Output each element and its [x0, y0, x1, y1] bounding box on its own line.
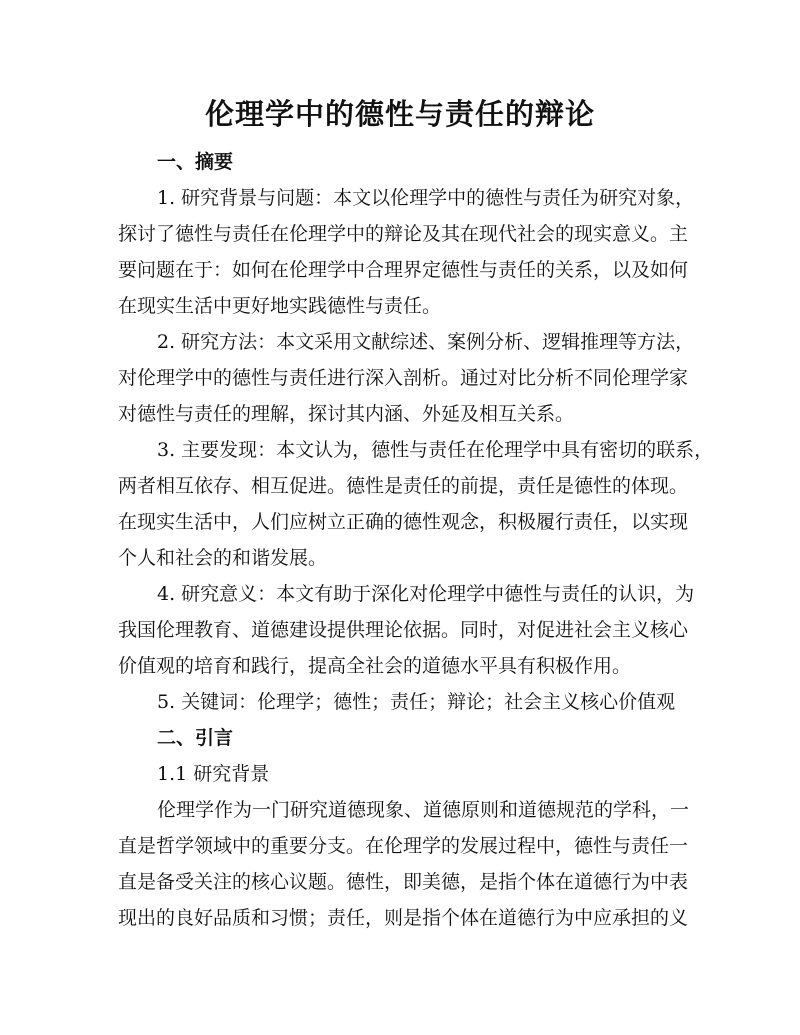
paragraph-line: 直是哲学领域中的重要分支。在伦理学的发展过程中，德性与责任一 [118, 835, 689, 857]
paragraph-line: 探讨了德性与责任在伦理学中的辩论及其在现代社会的现实意义。主 [118, 223, 689, 245]
paragraph-line: 对伦理学中的德性与责任进行深入剖析。通过对比分析不同伦理学家 [118, 367, 689, 389]
paragraph-line: 对德性与责任的理解，探讨其内涵、外延及相互关系。 [118, 403, 575, 425]
paragraph-line: 4. 研究意义：本文有助于深化对伦理学中德性与责任的认识，为 [157, 583, 695, 605]
intro-heading: 二、引言 [157, 727, 234, 749]
paragraph-line: 要问题在于：如何在伦理学中合理界定德性与责任的关系，以及如何 [118, 259, 689, 281]
paragraph-line: 1. 研究背景与问题：本文以伦理学中的德性与责任为研究对象， [157, 187, 695, 209]
paragraph-line: 在现实生活中，人们应树立正确的德性观念，积极履行责任，以实现 [118, 511, 689, 533]
paragraph-line: 我国伦理教育、道德建设提供理论依据。同时，对促进社会主义核心 [118, 619, 689, 641]
document-title: 伦理学中的德性与责任的辩论 [204, 97, 595, 131]
paragraph-line: 价值观的培育和践行，提高全社会的道德水平具有积极作用。 [118, 655, 632, 677]
keywords-line: 5. 关键词：伦理学；德性；责任；辩论；社会主义核心价值观 [157, 691, 676, 713]
paragraph-line: 在现实生活中更好地实践德性与责任。 [118, 295, 442, 317]
paragraph-line: 3. 主要发现：本文认为，德性与责任在伦理学中具有密切的联系， [157, 439, 714, 461]
abstract-heading: 一、摘要 [157, 151, 234, 173]
paragraph-line: 现出的良好品质和习惯；责任，则是指个体在道德行为中应承担的义 [118, 907, 689, 929]
paragraph-line: 两者相互依存、相互促进。德性是责任的前提，责任是德性的体现。 [118, 475, 689, 497]
paragraph-line: 2. 研究方法：本文采用文献综述、案例分析、逻辑推理等方法， [157, 331, 695, 353]
intro-subheading: 1.1 研究背景 [157, 763, 270, 785]
paragraph-line: 伦理学作为一门研究道德现象、道德原则和道德规范的学科，一 [157, 799, 690, 821]
paragraph-line: 直是备受关注的核心议题。德性，即美德，是指个体在道德行为中表 [118, 871, 689, 893]
paragraph-line: 个人和社会的和谐发展。 [118, 547, 328, 569]
